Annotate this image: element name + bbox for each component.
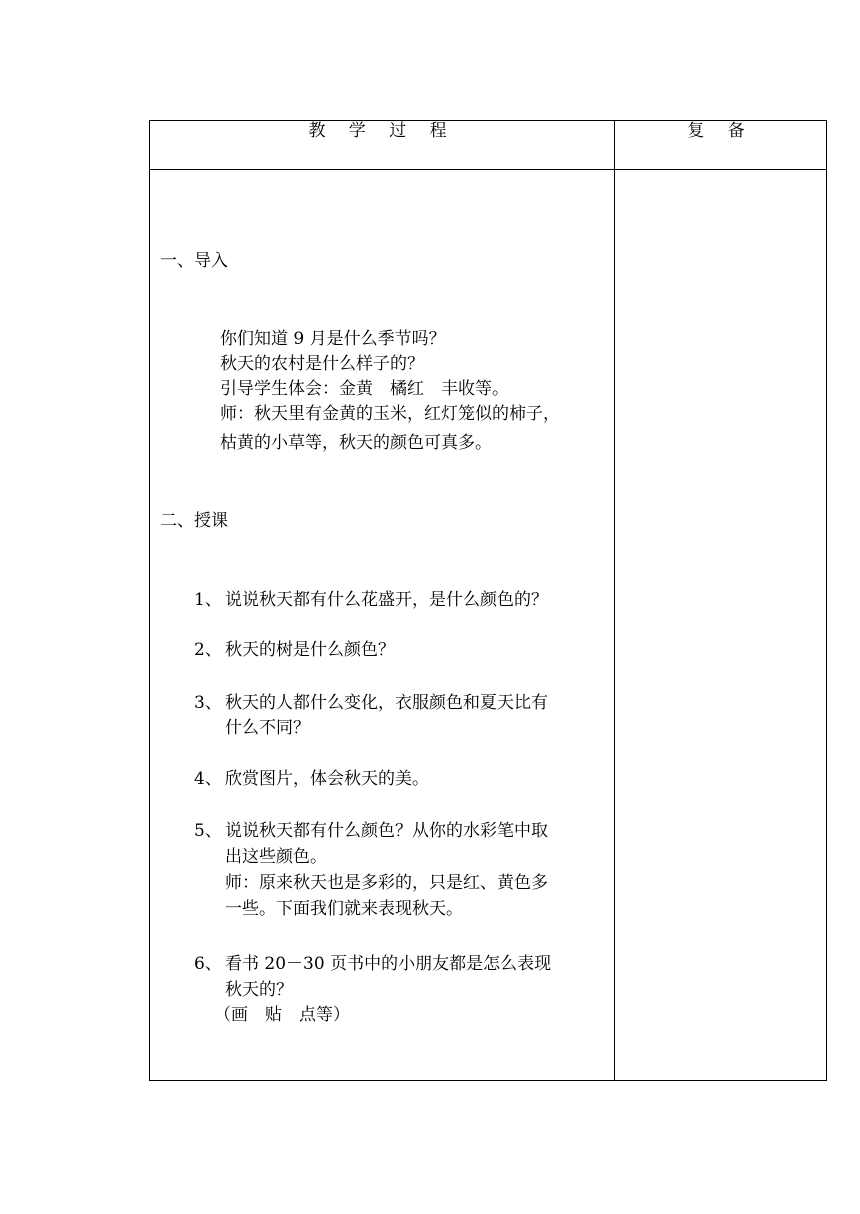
item-number: 6、 — [194, 954, 222, 974]
section-title-intro: 一、导入 — [160, 251, 228, 271]
item-text: 欣赏图片，体会秋天的美。 — [225, 769, 429, 789]
section-title-lesson: 二、授课 — [160, 511, 228, 531]
item-text: 说说秋天都有什么花盛开，是什么颜色的？ — [225, 590, 548, 610]
item-text: 秋天的人都什么变化，衣服颜色和夏天比有 — [225, 693, 548, 713]
item-text: 一些。下面我们就来表现秋天。 — [225, 899, 463, 919]
item-number: 2、 — [194, 640, 222, 660]
item-text: 出这些颜色。 — [225, 847, 327, 867]
intro-line: 枯黄的小草等，秋天的颜色可真多。 — [220, 433, 492, 453]
item-text: 什么不同？ — [225, 718, 310, 738]
intro-line: 引导学生体会：金黄 橘红 丰收等。 — [220, 379, 509, 399]
teaching-process-cell — [150, 170, 615, 1081]
header-teaching-process: 教 学 过 程 — [150, 121, 615, 170]
item-number: 3、 — [194, 693, 222, 713]
table-header-row — [150, 121, 827, 170]
intro-line: 你们知道 9 月是什么季节吗？ — [220, 329, 446, 349]
review-notes-cell — [615, 170, 827, 1081]
item-text: 说说秋天都有什么颜色？从你的水彩笔中取 — [225, 821, 548, 841]
lesson-plan-table — [149, 120, 827, 1081]
item-number: 5、 — [194, 821, 222, 841]
item-text: 看书 20－30 页书中的小朋友都是怎么表现 — [225, 954, 552, 974]
method-note: （画 贴 点等） — [214, 1005, 350, 1025]
table-body-row — [150, 170, 827, 1081]
header-review-notes: 复 备 — [615, 121, 827, 170]
intro-line: 秋天的农村是什么样子的？ — [220, 354, 424, 374]
item-text: 师：原来秋天也是多彩的，只是红、黄色多 — [225, 873, 548, 893]
intro-line: 师：秋天里有金黄的玉米，红灯笼似的柿子， — [220, 404, 560, 424]
item-text: 秋天的树是什么颜色？ — [225, 640, 395, 660]
item-number: 4、 — [194, 769, 222, 789]
item-text: 秋天的？ — [225, 980, 293, 1000]
item-number: 1、 — [194, 590, 222, 610]
